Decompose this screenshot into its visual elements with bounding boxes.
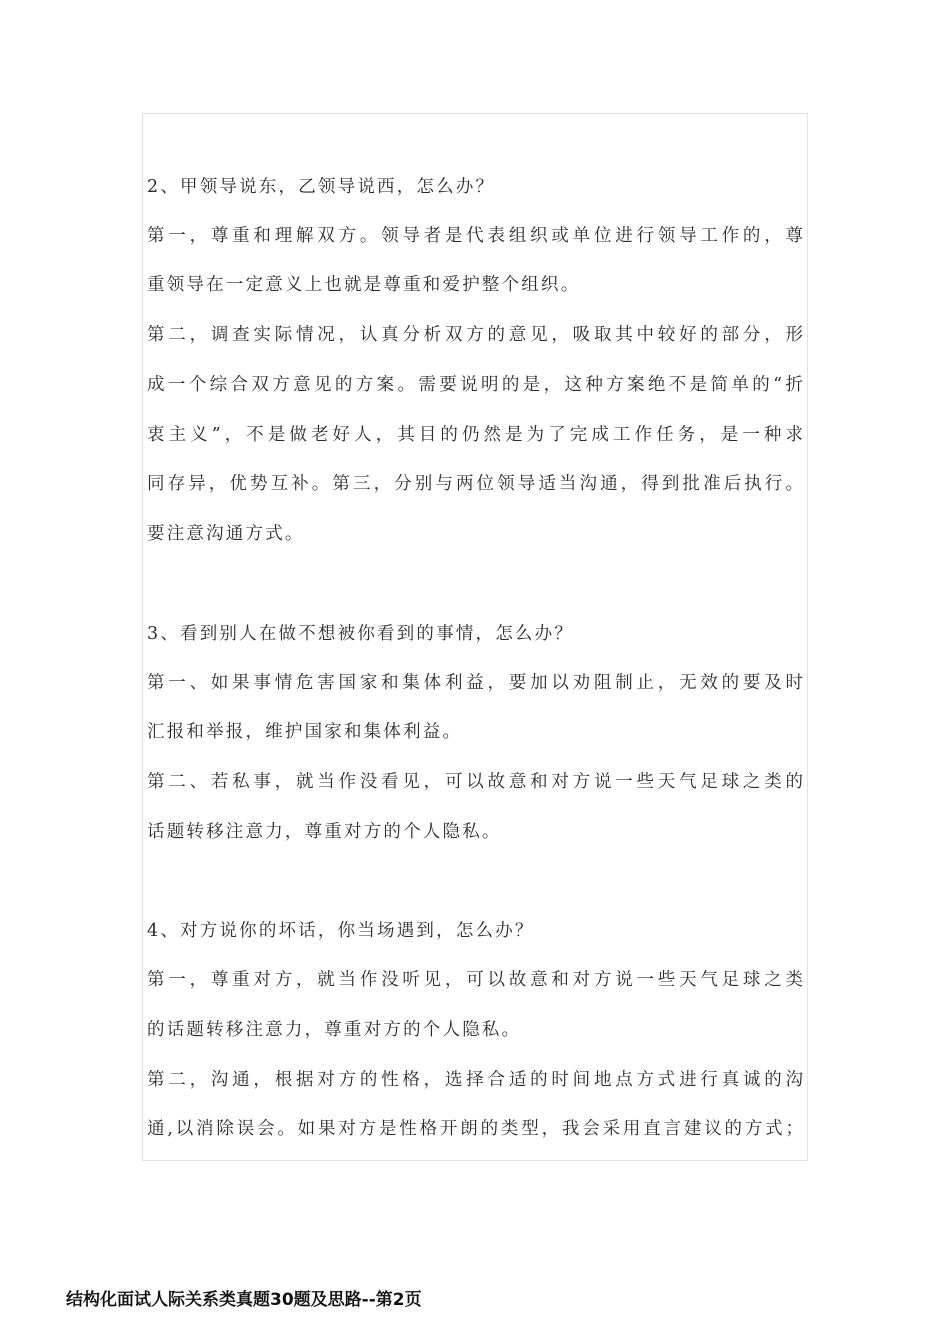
question-heading: 3、看到别人在做不想被你看到的事情，怎么办？	[147, 624, 575, 644]
question-heading: 2、甲领导说东，乙领导说西，怎么办？	[147, 177, 496, 197]
paragraph-line: 重领导在一定意义上也就是尊重和爱护整个组织。	[147, 275, 581, 295]
paragraph-line: 要注意沟通方式。	[147, 524, 305, 544]
paragraph-line: 第一，尊重和理解双方。领导者是代表组织或单位进行领导工作的，尊	[147, 226, 803, 246]
paragraph-line: 通,以消除误会。如果对方是性格开朗的类型，我会采用直言建议的方式；	[147, 1119, 803, 1139]
paragraph-line: 第二、若私事，就当作没看见，可以故意和对方说一些天气足球之类的	[147, 772, 803, 792]
document-content	[142, 113, 808, 1161]
question-heading: 4、对方说你的坏话，你当场遇到，怎么办？	[147, 921, 535, 941]
paragraph-line: 第一，尊重对方，就当作没听见，可以故意和对方说一些天气足球之类	[147, 970, 803, 990]
paragraph-line: 第二，沟通，根据对方的性格，选择合适的时间地点方式进行真诚的沟	[147, 1070, 803, 1090]
paragraph-line: 第一、如果事情危害国家和集体利益，要加以劝阻制止，无效的要及时	[147, 673, 803, 693]
paragraph-line: 话题转移注意力，尊重对方的个人隐私。	[147, 822, 502, 842]
paragraph-line: 第二，调查实际情况，认真分析双方的意见，吸取其中较好的部分，形	[147, 325, 803, 345]
paragraph-line: 同存异，优势互补。第三，分别与两位领导适当沟通，得到批准后执行。	[147, 474, 803, 494]
paragraph-line: 的话题转移注意力，尊重对方的个人隐私。	[147, 1020, 522, 1040]
paragraph-line: 衷主义”，不是做老好人，其目的仍然是为了完成工作任务，是一种求	[147, 425, 803, 445]
paragraph-line: 汇报和举报，维护国家和集体利益。	[147, 722, 463, 742]
page-footer: 结构化面试人际关系类真题30题及思路--第2页	[66, 1290, 422, 1310]
paragraph-line: 成一个综合双方意见的方案。需要说明的是，这种方案绝不是简单的“折	[147, 375, 803, 395]
